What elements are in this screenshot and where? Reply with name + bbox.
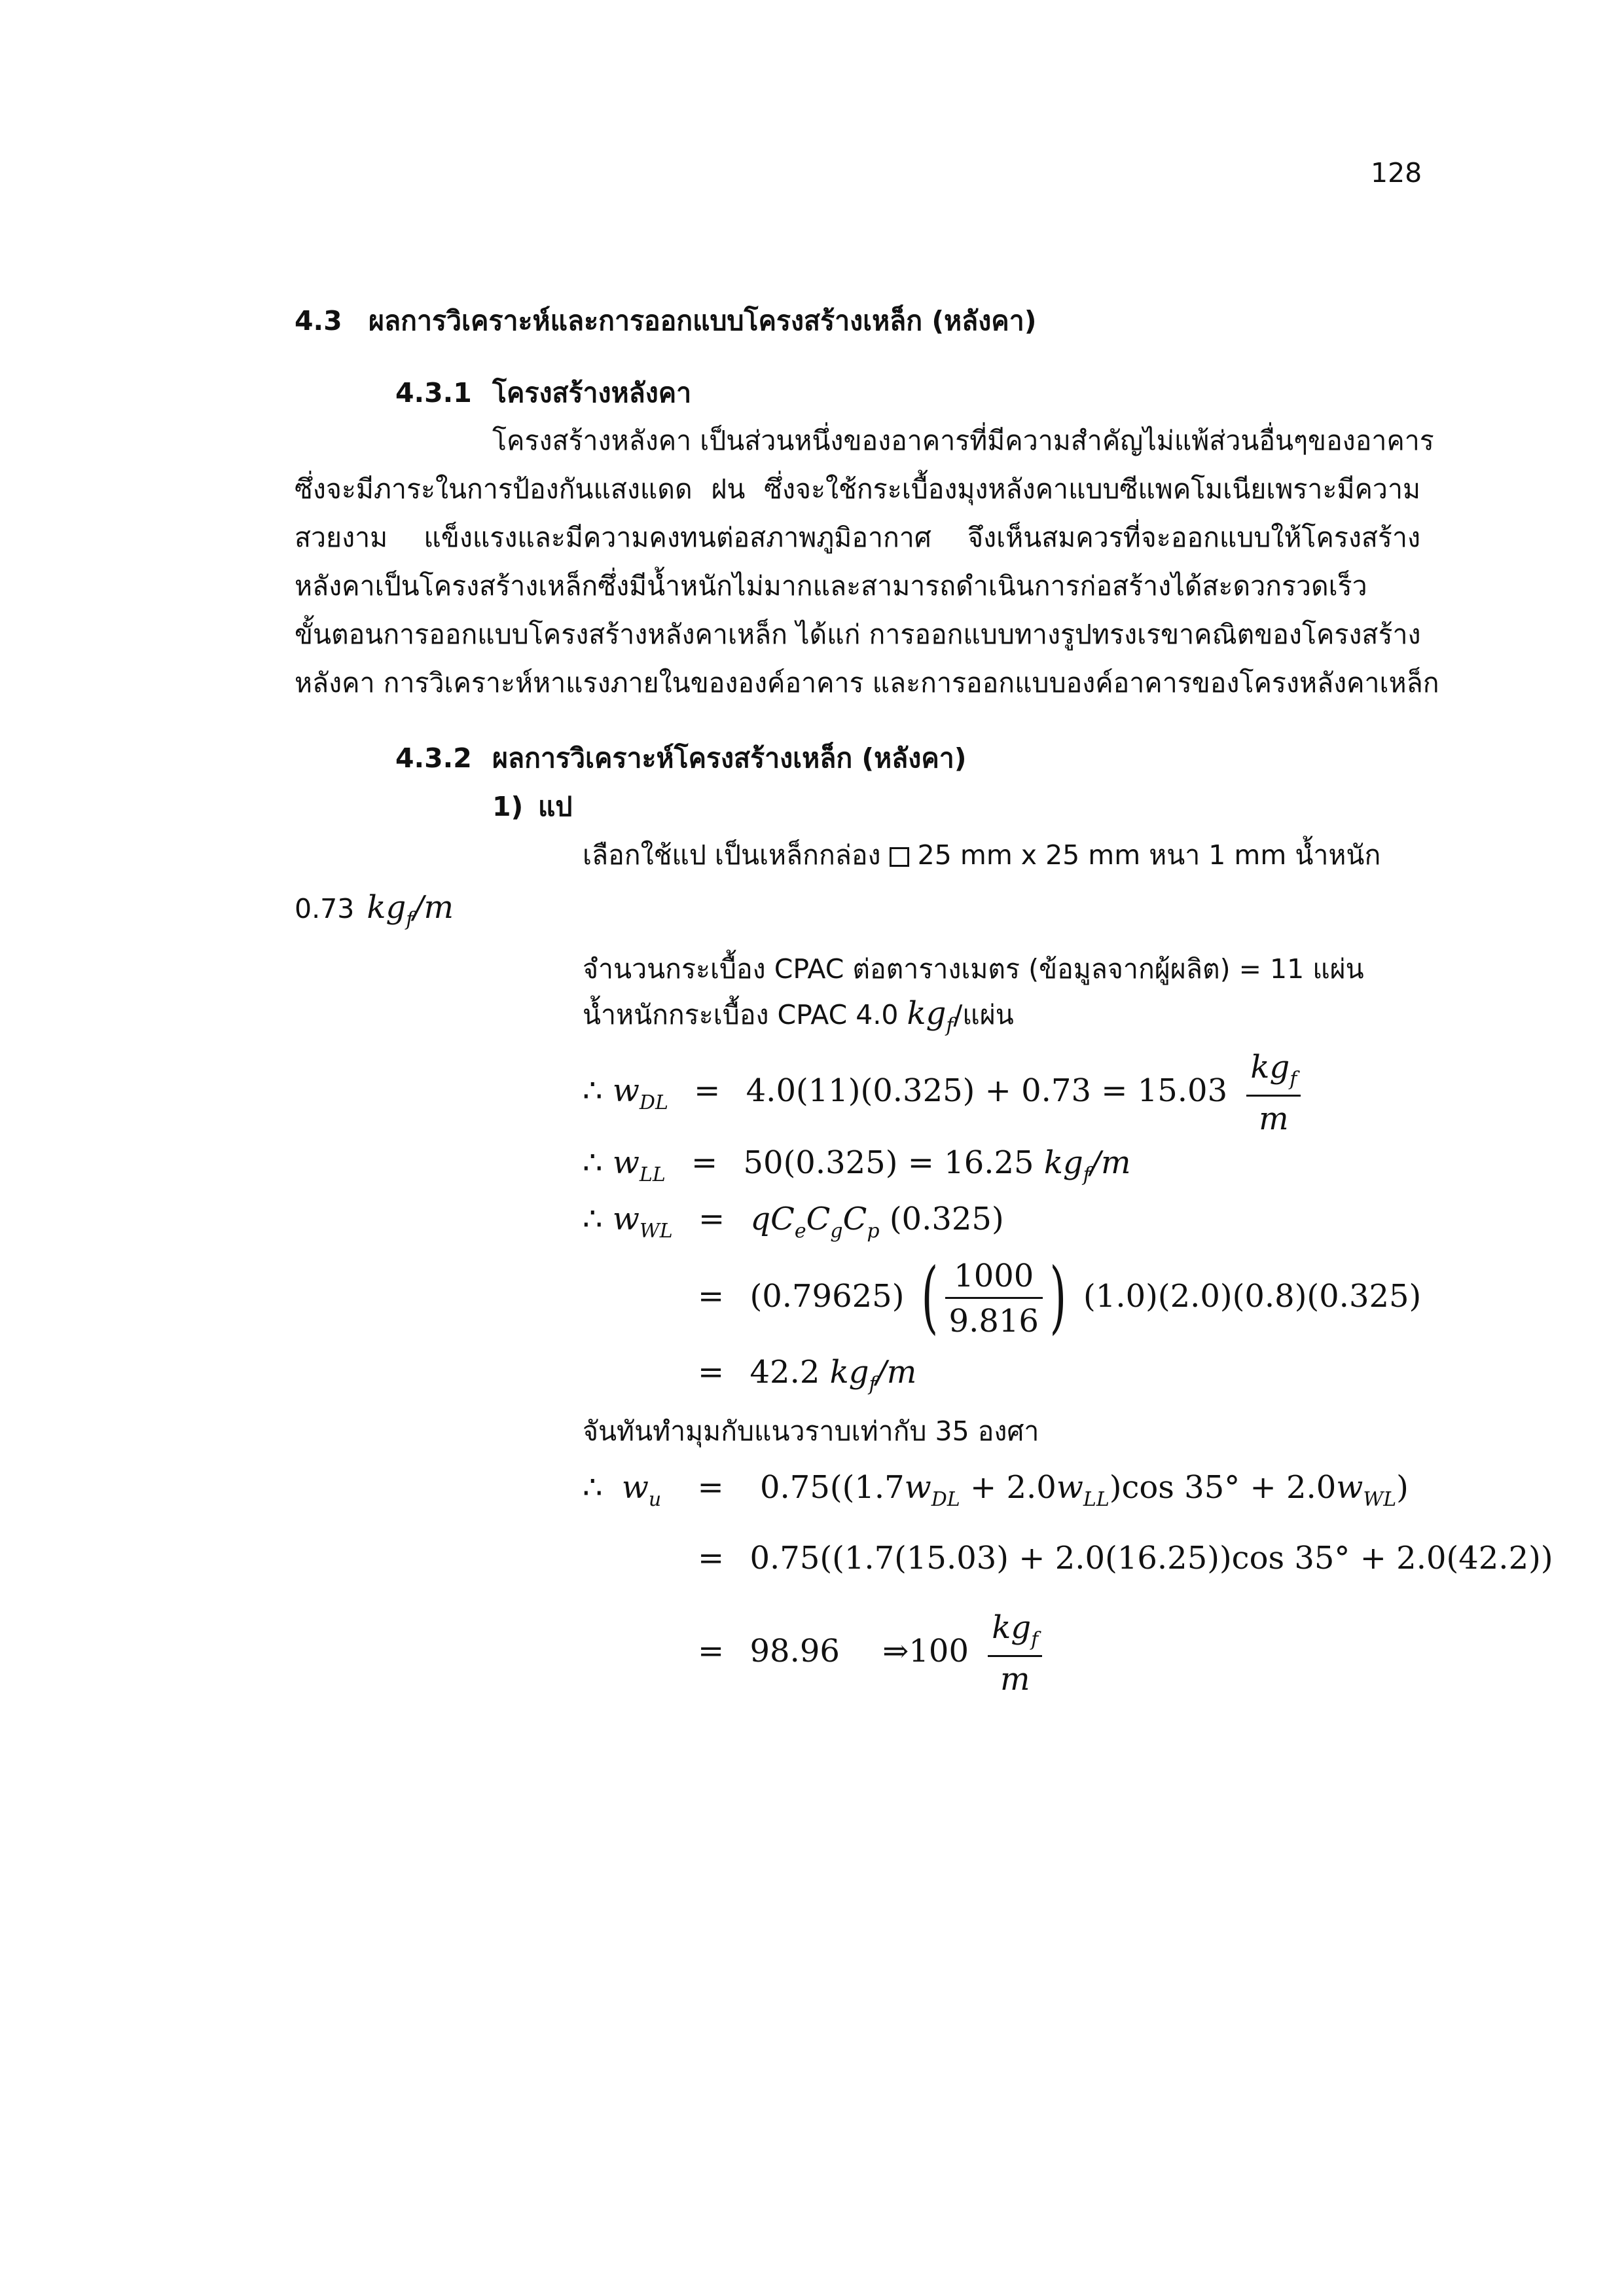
purlin-text-b: 25 mm x 25 mm หนา 1 mm น้ำหนัก xyxy=(917,839,1381,871)
paragraph-line: ซึ่งจะมีภาระในการป้องกันแสงแดด ฝน ซึ่งจะใช้กระเบื้องมุงหลังคาแบบซีแพคโมเนียเพราะมีความ xyxy=(295,473,1420,505)
purlin-weight-line xyxy=(295,889,454,931)
tile-weight-line: น้ำหนักกระเบื้อง CPAC 4.0 $kg_f/$แผ่น xyxy=(583,995,1014,1037)
rafter-angle-text: จันทันทำมุมกับแนวราบเท่ากับ 35 องศา xyxy=(583,1415,1039,1447)
equation-w-ll: ∴ $w_{LL} = 50(0.325) = 16.25$ $kg_f/m$ xyxy=(583,1144,1131,1186)
section-title: ผลการวิเคราะห์และการออกแบบโครงสร้างเหล็ก (หลังคา) xyxy=(369,305,1037,337)
paragraph-line: โครงสร้างหลังคา เป็นส่วนหนึ่งของอาคารที่มีความสำคัญไม่แพ้ส่วนอื่นๆของอาคาร xyxy=(492,425,1434,456)
unit-fraction: $\frac{kg_f}{m}$ xyxy=(988,1612,1042,1695)
subsection-1-paragraph xyxy=(295,416,1439,707)
equation-w-wl-step-3: = 42.2 $kg_f/m$ xyxy=(698,1354,917,1396)
paragraph-line: หลังคา การวิเคราะห์หาแรงภายในขององค์อาคาร และการออกแบบองค์อาคารของโครงหลังคาเหล็ก xyxy=(295,667,1439,699)
subsection-1-title: โครงสร้างหลังคา xyxy=(492,377,692,409)
item-title: แป xyxy=(538,791,573,822)
equation-w-u: ∴ $w_u = 0.75((1.7w_{DL} + 2.0w_{LL})\cos$ $35^\circ + 2.0w_{WL}$) xyxy=(583,1469,1409,1511)
square-section-icon xyxy=(890,847,909,867)
purlin-text-a: เลือกใช้แป เป็นเหล็กกล่อง xyxy=(583,839,881,871)
item-number: 1) xyxy=(492,791,524,822)
equation-w-wl: ∴ $w_{WL} = qC_eC_gC_p$ (0.325) xyxy=(583,1201,1004,1243)
purlin-weight-unit: $kg_f/m$ xyxy=(367,889,454,931)
tile-count-text: จำนวนกระเบื้อง CPAC ต่อตารางเมตร (ข้อมูลจากผู้ผลิต) = 11 แผ่น xyxy=(583,953,1364,985)
purlin-description xyxy=(583,839,1381,871)
equation-w-wl-step-2: = (0.79625) ( $\frac{1000}{9.816}$ ) (1.0)(2.0)(0.8)(0.325) xyxy=(698,1252,1422,1343)
paragraph-line: ขั้นตอนการออกแบบโครงสร้างหลังคาเหล็ก ได้แก่ การออกแบบทางรูปทรงเรขาคณิตของโครงสร้าง xyxy=(295,619,1421,650)
subsection-1-number: 4.3.1 xyxy=(395,377,472,409)
paragraph-line: หลังคาเป็นโครงสร้างเหล็กซึ่งมีน้ำหนักไม่มากและสามารถดำเนินการก่อสร้างได้สะดวกรวดเร็ว xyxy=(295,570,1367,602)
purlin-weight-value: 0.73 xyxy=(295,893,355,924)
equation-w-u-step-2: = 0.75((1.7(15.03) + 2.0(16.25))cos 35° + 2.0(42.2)) xyxy=(698,1540,1553,1576)
equation-w-dl: ∴ $w_{DL} = 4.0(11)(0.325) + 0.73 = 15.03$ $\frac{kg_f}{m}$ xyxy=(583,1051,1301,1135)
subsection-2-title: ผลการวิเคราะห์โครงสร้างเหล็ก (หลังคา) xyxy=(492,742,967,774)
subsection-2-number: 4.3.2 xyxy=(395,742,472,774)
paragraph-line: สวยงาม แข็งแรงและมีความคงทนต่อสภาพภูมิอากาศ จึงเห็นสมควรที่จะออกแบบให้โครงสร้าง xyxy=(295,522,1420,553)
page-number: 128 xyxy=(1371,157,1422,189)
density-fraction: $\frac{1000}{9.816}$ xyxy=(945,1260,1043,1337)
unit-fraction: $\frac{kg_f}{m}$ xyxy=(1246,1051,1301,1135)
section-number: 4.3 xyxy=(295,305,342,337)
equation-w-u-step-3: = 98.96 ⇒100 $\frac{kg_f}{m}$ xyxy=(698,1612,1042,1695)
